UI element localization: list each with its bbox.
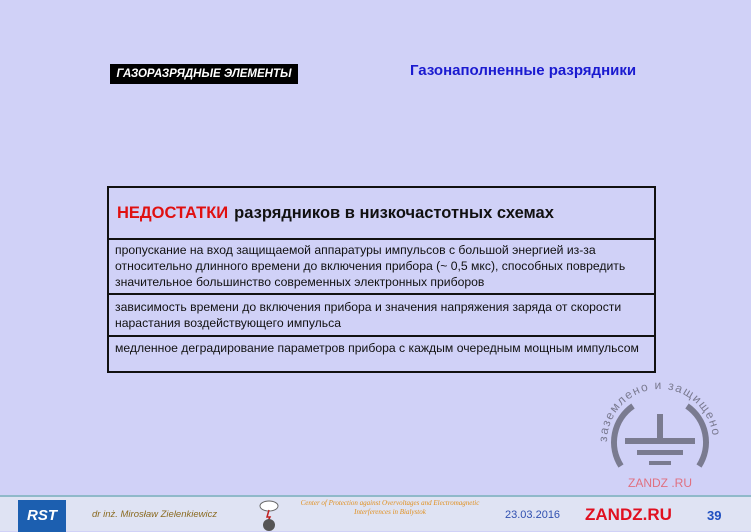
svg-text:ZANDZ .RU: ZANDZ .RU — [628, 476, 692, 490]
table-title-rest: разрядников в низкочастотных схемах — [234, 203, 554, 222]
storm-globe-icon — [256, 499, 282, 531]
rst-logo: RST — [18, 500, 66, 532]
ground-watermark — [585, 376, 735, 498]
table-title — [109, 188, 654, 238]
footer — [0, 495, 751, 531]
table-row: медленное деградирование параметров прибора с каждым очередным мощным импульсом — [109, 335, 654, 371]
disadvantages-table — [107, 186, 656, 373]
section-label: ГАЗОРАЗРЯДНЫЕ ЭЛЕМЕНТЫ — [110, 64, 298, 84]
center-name: Center of Protection against Overvoltages and Electromagnetic Interferences in Bialystok — [300, 499, 480, 516]
site-link[interactable]: ZANDZ.RU — [585, 505, 672, 524]
svg-text:заземлено и защищено: заземлено и защищено — [595, 377, 724, 443]
table-row: зависимость времени до включения прибора и значения напряжения заряда от скорости нарастания воздействующего импульса — [109, 293, 654, 335]
author: dr inż. Mirosław Zielenkiewicz — [92, 509, 218, 520]
page-number: 39 — [707, 508, 722, 523]
date: 23.03.2016 — [505, 509, 561, 521]
ground-icon — [585, 376, 735, 493]
slide-title: Газонаполненные разрядники — [410, 62, 637, 79]
table-row: пропускание на вход защищаемой аппаратуры импульсов с большой энергией из-за относительно длинного времени до включения прибора (~ 0,5 мкс), способных повредить значительное большинство современных электронных приборов — [109, 238, 654, 293]
table-title-red: НЕДОСТАТКИ — [117, 203, 229, 222]
